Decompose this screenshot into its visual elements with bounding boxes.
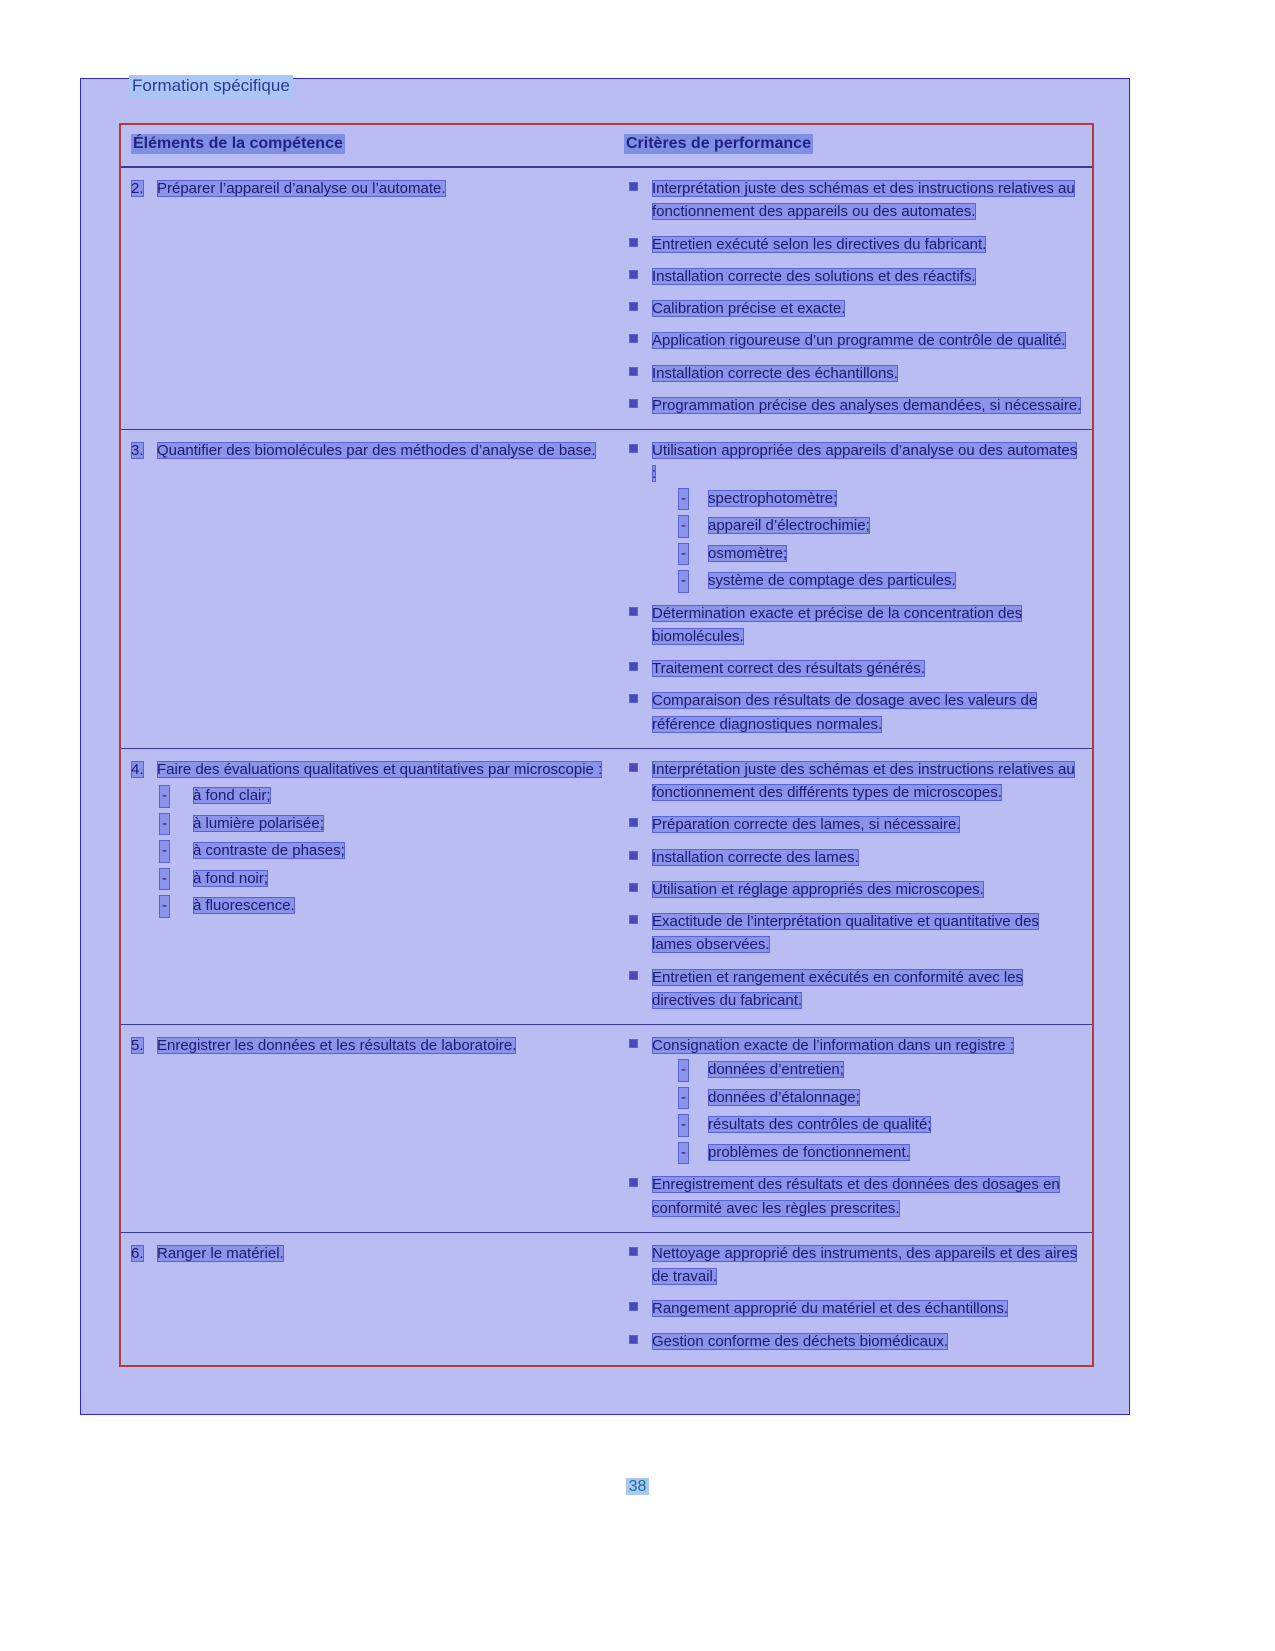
table-row	[121, 168, 1092, 430]
element-text: Enregistrer les données et les résultats de laboratoire.	[157, 1037, 517, 1054]
subitem-text: appareil d’électrochimie;	[708, 517, 870, 534]
element-item	[131, 758, 608, 781]
criterion-sublist	[652, 1059, 1082, 1164]
element-cell	[121, 1233, 618, 1365]
list-item	[131, 868, 608, 891]
table-row	[121, 1233, 1092, 1365]
list-item	[652, 488, 1082, 511]
list-item	[652, 1114, 1082, 1137]
criteria-cell	[618, 1233, 1092, 1365]
list-item	[624, 265, 1082, 288]
criterion-text: Interprétation juste des schémas et des instructions relatives au fonctionnement des différents types de microscopes.	[652, 760, 1075, 801]
list-item	[624, 602, 1082, 649]
bullet-icon	[630, 663, 637, 670]
criterion-text: Application rigoureuse d’un programme de contrôle de qualité.	[652, 332, 1066, 350]
criteria-list	[624, 439, 1082, 736]
element-number: 6.	[131, 1244, 144, 1262]
criteria-cell	[618, 749, 1092, 1024]
list-item	[624, 657, 1082, 680]
criterion-text: Programmation précise des analyses demandées, si nécessaire.	[652, 396, 1082, 414]
list-item	[624, 177, 1082, 224]
element-number: 3.	[131, 442, 144, 459]
subitem-text: données d’étalonnage;	[708, 1088, 860, 1106]
list-item	[624, 362, 1082, 385]
list-item	[624, 1034, 1082, 1164]
list-item	[652, 1142, 1082, 1165]
dash-icon: -	[159, 840, 170, 863]
dash-icon: -	[678, 1114, 689, 1137]
header-label-elements: Éléments de la compétence	[133, 135, 343, 152]
list-item	[624, 1330, 1082, 1353]
element-text: Quantifier des biomolécules par des méthodes d’analyse de base.	[157, 442, 596, 459]
list-item	[624, 846, 1082, 869]
list-item	[624, 813, 1082, 836]
header-cell-elements	[121, 125, 618, 166]
element-text: Ranger le matériel.	[157, 1244, 284, 1262]
criteria-cell	[618, 168, 1092, 429]
list-item	[131, 813, 608, 836]
element-number: 5.	[131, 1037, 144, 1054]
list-item	[624, 297, 1082, 320]
element-item	[131, 439, 608, 462]
criterion-text: Enregistrement des résultats et des données des dosages en conformité avec les règles prescrites.	[652, 1176, 1060, 1217]
criteria-list	[624, 758, 1082, 1012]
element-item	[131, 177, 608, 200]
bullet-icon	[630, 368, 637, 375]
criterion-text: Exactitude de l’interprétation qualitative et quantitative des lames observées.	[652, 913, 1039, 954]
bullet-icon	[630, 884, 637, 891]
page-number	[0, 1478, 1275, 1496]
subitem-text: à contraste de phases;	[193, 842, 345, 859]
subitem-text: à fond clair;	[193, 787, 271, 804]
element-cell	[121, 430, 618, 748]
page-header-title: Formation spécifique	[129, 75, 293, 97]
subitem-text: spectrophotomètre;	[708, 489, 838, 507]
element-item	[131, 1034, 608, 1057]
bullet-icon	[630, 852, 637, 859]
dash-icon: -	[159, 868, 170, 891]
bullet-icon	[630, 335, 637, 342]
list-item	[624, 439, 1082, 593]
bullet-icon	[630, 400, 637, 407]
criterion-text: Utilisation appropriée des appareils d’analyse ou des automates :	[652, 442, 1078, 483]
subitem-text: osmomètre;	[708, 544, 788, 562]
bullet-icon	[630, 1248, 637, 1255]
list-item	[652, 1087, 1082, 1110]
dash-icon: -	[678, 543, 689, 566]
criterion-text: Installation correcte des lames.	[652, 848, 859, 866]
bullet-icon	[630, 1336, 637, 1343]
list-item	[624, 878, 1082, 901]
element-text: Faire des évaluations qualitatives et quantitatives par microscopie :	[157, 760, 603, 778]
list-item	[624, 394, 1082, 417]
list-item	[624, 233, 1082, 256]
criterion-text: Consignation exacte de l’information dans un registre :	[652, 1037, 1014, 1054]
element-sublist	[131, 785, 608, 918]
list-item	[624, 910, 1082, 957]
table-row	[121, 1025, 1092, 1233]
bullet-icon	[630, 1040, 637, 1047]
list-item	[652, 1059, 1082, 1082]
list-item	[624, 329, 1082, 352]
dash-icon: -	[678, 570, 689, 593]
bullet-icon	[630, 271, 637, 278]
bullet-icon	[630, 972, 637, 979]
criterion-text: Interprétation juste des schémas et des instructions relatives au fonctionnement des appareils ou des automates.	[652, 180, 1075, 221]
table-row	[121, 749, 1092, 1025]
subitem-text: système de comptage des particules.	[708, 572, 956, 589]
criterion-text: Détermination exacte et précise de la concentration des biomolécules.	[652, 604, 1023, 645]
criteria-list	[624, 1242, 1082, 1353]
criteria-list	[624, 1034, 1082, 1220]
list-item	[624, 1173, 1082, 1220]
competency-table	[119, 123, 1094, 1367]
criterion-text: Comparaison des résultats de dosage avec les valeurs de référence diagnostiques normales.	[652, 692, 1038, 733]
dash-icon: -	[678, 1142, 689, 1165]
subitem-text: à lumière polarisée;	[193, 814, 324, 832]
criterion-text: Traitement correct des résultats générés.	[652, 660, 925, 677]
list-item	[624, 1242, 1082, 1289]
element-text: Préparer l’appareil d’analyse ou l’automate.	[157, 180, 446, 197]
dash-icon: -	[159, 785, 170, 808]
page-number-text: 38	[626, 1478, 650, 1495]
element-number: 4.	[131, 760, 144, 778]
subitem-text: problèmes de fonctionnement.	[708, 1143, 910, 1161]
criterion-text: Installation correcte des solutions et des réactifs.	[652, 267, 976, 285]
table-row	[121, 430, 1092, 749]
list-item	[652, 515, 1082, 538]
subitem-text: résultats des contrôles de qualité;	[708, 1116, 932, 1134]
criterion-text: Installation correcte des échantillons.	[652, 364, 898, 382]
header-label-criteria: Critères de performance	[626, 135, 811, 152]
table-header-row	[121, 125, 1092, 168]
criterion-text: Nettoyage approprié des instruments, des appareils et des aires de travail.	[652, 1244, 1078, 1285]
subitem-text: à fluorescence.	[193, 897, 295, 914]
list-item	[624, 966, 1082, 1013]
list-item	[652, 570, 1082, 593]
list-item	[131, 840, 608, 863]
list-item	[652, 543, 1082, 566]
dash-icon: -	[678, 488, 689, 511]
dash-icon: -	[678, 1087, 689, 1110]
dash-icon: -	[678, 1059, 689, 1082]
bullet-icon	[630, 1179, 637, 1186]
list-item	[624, 1297, 1082, 1320]
bullet-icon	[630, 445, 637, 452]
element-number: 2.	[131, 180, 144, 197]
bullet-icon	[630, 303, 637, 310]
element-cell	[121, 749, 618, 1024]
dash-icon: -	[159, 813, 170, 836]
bullet-icon	[630, 916, 637, 923]
criterion-text: Rangement approprié du matériel et des échantillons.	[652, 1300, 1009, 1318]
bullet-icon	[630, 239, 637, 246]
subitem-text: données d’entretien;	[708, 1061, 844, 1079]
bullet-icon	[630, 764, 637, 771]
criterion-text: Utilisation et réglage appropriés des microscopes.	[652, 880, 984, 898]
dash-icon: -	[678, 515, 689, 538]
criterion-text: Gestion conforme des déchets biomédicaux.	[652, 1332, 948, 1350]
criterion-text: Calibration précise et exacte.	[652, 300, 846, 317]
bullet-icon	[630, 1303, 637, 1310]
bullet-icon	[630, 819, 637, 826]
element-cell	[121, 168, 618, 429]
criteria-cell	[618, 1025, 1092, 1232]
list-item	[131, 785, 608, 808]
element-cell	[121, 1025, 618, 1232]
dash-icon: -	[159, 895, 170, 918]
list-item	[624, 689, 1082, 736]
criterion-text: Préparation correcte des lames, si nécessaire.	[652, 816, 961, 834]
list-item	[624, 758, 1082, 805]
criterion-sublist	[652, 488, 1082, 593]
document-page	[80, 78, 1130, 1415]
criteria-cell	[618, 430, 1092, 748]
list-item	[131, 895, 608, 918]
subitem-text: à fond noir;	[193, 869, 269, 887]
bullet-icon	[630, 695, 637, 702]
criterion-text: Entretien et rangement exécutés en conformité avec les directives du fabricant.	[652, 968, 1024, 1009]
bullet-icon	[630, 183, 637, 190]
criteria-list	[624, 177, 1082, 417]
element-item	[131, 1242, 608, 1265]
header-cell-criteria	[618, 125, 1092, 166]
bullet-icon	[630, 608, 637, 615]
criterion-text: Entretien exécuté selon les directives du fabricant.	[652, 235, 987, 253]
